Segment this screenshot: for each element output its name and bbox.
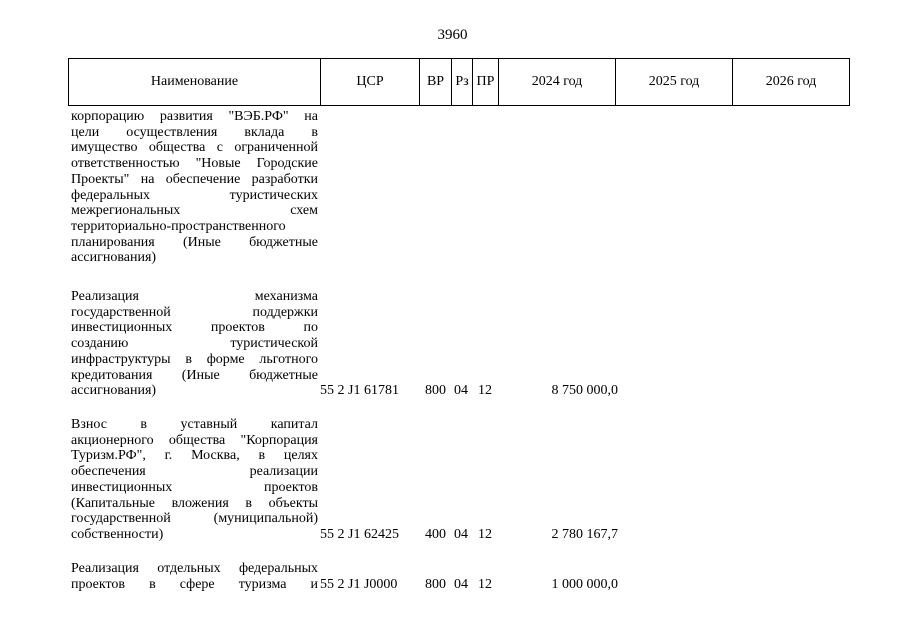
row-name-line: созданию туристической <box>71 336 318 352</box>
row-vr: 400 <box>425 527 446 542</box>
row-2024: 1 000 000,0 <box>551 577 618 592</box>
row-name-line: (Капитальные вложения в объекты <box>71 495 318 511</box>
row-name-line: ответственностью "Новые Городские <box>71 156 318 172</box>
table-header <box>68 58 850 106</box>
row-name-line: инфраструктуры в форме льготного <box>71 351 318 367</box>
row-name-line: корпорацию развития "ВЭБ.РФ" на <box>71 109 318 124</box>
row-rz: 04 <box>454 577 468 592</box>
row-name-line: Проекты" на обеспечение разработки <box>71 171 318 187</box>
row-name-line: инвестиционных проектов по <box>71 320 318 336</box>
header-2026: 2026 год <box>765 74 817 89</box>
row-vr: 800 <box>425 577 446 592</box>
row-name <box>71 109 318 266</box>
page-number: 3960 <box>437 27 468 43</box>
row-name-line: акционерного общества "Корпорация <box>71 432 318 448</box>
row-name-line: планирования (Иные бюджетные <box>71 234 318 250</box>
row-name-line: проектов в сфере туризма и <box>71 576 318 592</box>
row-name-line: инвестиционных проектов <box>71 479 318 495</box>
row-name-line: ассигнования) <box>71 250 157 266</box>
row-name-line: Реализация механизма <box>71 289 318 304</box>
row-name-line: обеспечения реализации <box>71 464 318 480</box>
row-name <box>71 561 318 592</box>
row-rz: 04 <box>454 383 468 398</box>
row-csr: 55 2 J1 J0000 <box>320 577 398 592</box>
row-name-line: территориально-пространственного <box>71 218 286 234</box>
header-2024: 2024 год <box>499 59 616 105</box>
header-csr: ЦСР <box>321 59 420 105</box>
row-csr: 55 2 J1 61781 <box>320 383 399 398</box>
header-vr: ВР <box>420 59 452 105</box>
row-pr: 12 <box>478 527 492 542</box>
header-name: Наименование <box>69 59 321 105</box>
row-name-line: Реализация отдельных федеральных <box>71 561 318 576</box>
row-vr: 800 <box>425 383 446 398</box>
row-name-line: федеральных туристических <box>71 187 318 203</box>
row-2024: 8 750 000,0 <box>551 383 618 398</box>
row-rz: 04 <box>454 527 468 542</box>
row-name-line: государственной поддержки <box>71 304 318 320</box>
row-name-line: имущество общества с ограниченной <box>71 140 318 156</box>
row-name-line: собственности) <box>71 526 164 542</box>
header-2025: 2025 год <box>616 59 733 105</box>
row-name-line: ассигнования) <box>71 383 157 399</box>
row-name-line: кредитования (Иные бюджетные <box>71 367 318 383</box>
row-pr: 12 <box>478 383 492 398</box>
header-rz: Рз <box>452 59 473 105</box>
row-2024: 2 780 167,7 <box>551 527 618 542</box>
row-pr: 12 <box>478 577 492 592</box>
row-name-line: Туризм.РФ", г. Москва, в целях <box>71 448 318 464</box>
header-pr: ПР <box>473 59 499 105</box>
row-name-line: цели осуществления вклада в <box>71 124 318 140</box>
row-name <box>71 289 318 399</box>
row-csr: 55 2 J1 62425 <box>320 527 399 542</box>
row-name <box>71 417 318 543</box>
row-name-line: Взнос в уставный капитал <box>71 417 318 432</box>
row-name-line: межрегиональных схем <box>71 203 318 219</box>
row-name-line: государственной (муниципальной) <box>71 511 318 527</box>
